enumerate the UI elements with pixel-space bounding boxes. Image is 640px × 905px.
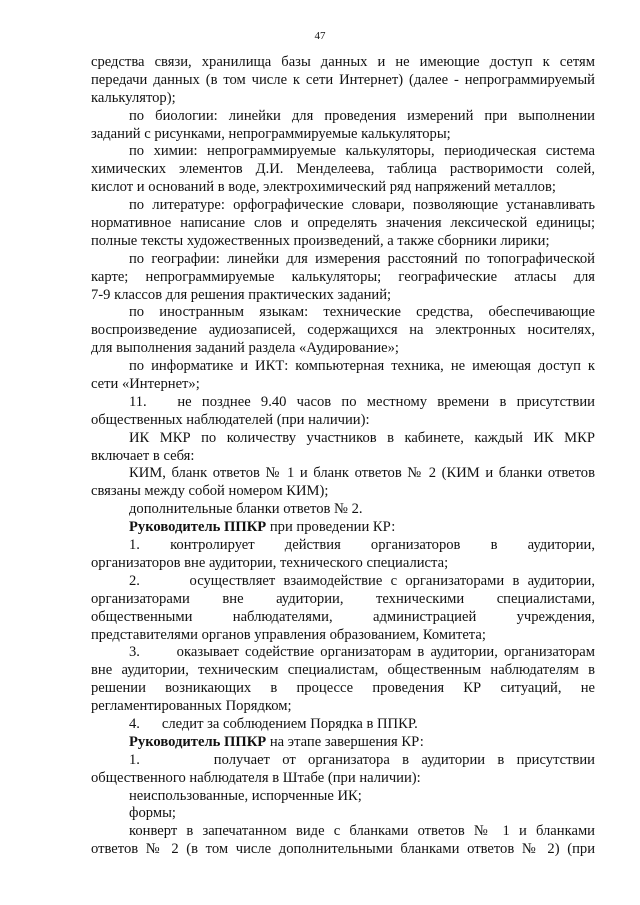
line-text: организаторов вне аудитории, технического специалиста; — [91, 554, 449, 571]
text-line — [91, 448, 595, 466]
line-text: химических элементов Д.И. Менделеева, таблица растворимости солей, — [91, 161, 595, 178]
text-line — [91, 752, 595, 770]
text-line — [91, 573, 595, 591]
text-line — [91, 90, 595, 108]
text-line — [91, 358, 595, 376]
text-line — [91, 483, 595, 501]
text-line — [91, 340, 595, 358]
text-line — [91, 770, 595, 788]
line-text: передачи данных (в том числе к сети Интернет) (далее - непрограммируемый — [91, 71, 595, 88]
line-text: общественного наблюдателя в Штабе (при наличии): — [91, 769, 421, 786]
line-text: сети «Интернет»; — [91, 376, 200, 393]
line-text: формы; — [129, 805, 176, 822]
line-text: нормативное написание слов и определять значения лексической единицы; — [91, 215, 595, 232]
text-line — [91, 537, 595, 555]
line-text: по географии: линейки для измерения расстояний по топографической — [129, 250, 595, 267]
text-line — [91, 108, 595, 126]
text-line — [91, 805, 595, 823]
text-line — [91, 609, 595, 627]
line-text: по биологии: линейки для проведения измерений при выполнении — [129, 107, 595, 124]
text-line — [91, 126, 595, 144]
line-text: 2. осуществляет взаимодействие с организаторами в аудитории, — [129, 572, 595, 589]
text-line — [91, 465, 595, 483]
text-line — [91, 716, 595, 734]
text-line — [91, 161, 595, 179]
text-line — [91, 143, 595, 161]
line-text: регламентированных Порядком; — [91, 698, 292, 715]
line-text: на этапе завершения КР: — [266, 733, 424, 750]
text-line — [91, 54, 595, 72]
line-text: неиспользованные, испорченные ИК; — [129, 787, 362, 804]
text-line — [91, 394, 595, 412]
line-text: ИК МКР по количеству участников в кабинете, каждый ИК МКР — [129, 429, 595, 446]
line-text: при проведении КР: — [266, 519, 396, 536]
text-line — [91, 734, 595, 752]
line-text: кислот и оснований в воде, электрохимический ряд напряжений металлов; — [91, 179, 556, 196]
line-text: ответов № 2 (в том числе дополнительными бланками ответов № 2) (при — [91, 841, 595, 858]
text-line — [91, 322, 595, 340]
text-line — [91, 501, 595, 519]
text-line — [91, 197, 595, 215]
text-line — [91, 519, 595, 537]
line-text: решении возникающих в процессе проведения КР ситуаций, не — [91, 680, 595, 697]
text-line — [91, 233, 595, 251]
line-text: калькулятор); — [91, 89, 176, 106]
line-text: полные тексты художественных произведений, а также сборники лирики; — [91, 232, 550, 249]
line-text: вне аудитории, техническим специалистам, общественным наблюдателям в — [91, 662, 595, 679]
text-line — [91, 662, 595, 680]
line-text: представителями органов управления образованием, Комитета; — [91, 626, 486, 643]
line-text: дополнительные бланки ответов № 2. — [129, 501, 363, 518]
text-line — [91, 179, 595, 197]
text-line — [91, 430, 595, 448]
line-text: 1. получает от организатора в аудитории в присутствии — [129, 751, 595, 768]
line-text: общественными наблюдателями, администрацией учреждения, — [91, 608, 595, 625]
line-text: конверт в запечатанном виде с бланками ответов № 1 и бланками — [129, 823, 595, 840]
line-text: по иностранным языкам: технические средства, обеспечивающие — [129, 304, 595, 321]
line-text: по литературе: орфографические словари, позволяющие устанавливать — [129, 197, 595, 214]
line-text: воспроизведение аудиозаписей, содержащихся на электронных носителях, — [91, 322, 595, 339]
text-line — [91, 627, 595, 645]
page-number: 47 — [314, 30, 326, 42]
line-text: для выполнения заданий раздела «Аудирование»; — [91, 340, 399, 357]
text-line — [91, 304, 595, 322]
line-text: средства связи, хранилища базы данных и не имеющие доступ к сетям — [91, 54, 595, 70]
text-line — [91, 841, 595, 859]
text-line — [91, 287, 595, 305]
line-text: 1. контролирует действия организаторов в аудитории, — [129, 537, 595, 554]
line-text: 4. следит за соблюдением Порядка в ППКР. — [129, 715, 418, 732]
line-text: КИМ, бланк ответов № 1 и бланк ответов № 2 (КИМ и бланки ответов — [129, 465, 595, 482]
line-text: 11. не позднее 9.40 часов по местному времени в присутствии — [129, 393, 595, 410]
bold-heading: Руководитель ППКР — [129, 733, 267, 750]
line-text: заданий с рисунками, непрограммируемые калькуляторы; — [91, 125, 451, 142]
line-text: включает в себя: — [91, 447, 195, 464]
line-text: общественных наблюдателей (при наличии): — [91, 411, 370, 428]
line-text: 3. оказывает содействие организаторам в аудитории, организаторам — [129, 644, 595, 661]
text-line — [91, 376, 595, 394]
line-text: связаны между собой номером КИМ); — [91, 483, 329, 500]
text-line — [91, 72, 595, 90]
line-text: 7-9 классов для решения практических заданий; — [91, 286, 392, 303]
text-line — [91, 412, 595, 430]
document-body — [91, 54, 595, 859]
bold-heading: Руководитель ППКР — [129, 519, 267, 536]
line-text: по информатике и ИКТ: компьютерная техника, не имеющая доступ к — [129, 358, 595, 375]
text-line — [91, 823, 595, 841]
text-line — [91, 215, 595, 233]
text-line — [91, 698, 595, 716]
text-line — [91, 644, 595, 662]
text-line — [91, 555, 595, 573]
line-text: организаторами вне аудитории, техническими специалистами, — [91, 590, 595, 607]
text-line — [91, 788, 595, 806]
text-line — [91, 680, 595, 698]
text-line — [91, 591, 595, 609]
text-line — [91, 269, 595, 287]
line-text: карте; непрограммируемые калькуляторы; географические атласы для — [91, 268, 595, 285]
line-text: по химии: непрограммируемые калькуляторы, периодическая система — [129, 143, 595, 160]
text-line — [91, 251, 595, 269]
